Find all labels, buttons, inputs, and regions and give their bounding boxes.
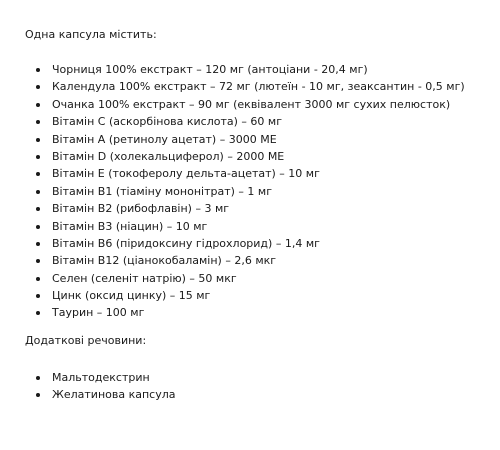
list-item: Вітамін B3 (ніацин) – 10 мг (25, 218, 495, 235)
list-item: Вітамін C (аскорбінова кислота) – 60 мг (25, 113, 495, 130)
list-item: Календула 100% екстракт – 72 мг (лютеїн - 10 мг, зеаксантин - 0,5 мг) (25, 78, 495, 95)
list-item: Таурин – 100 мг (25, 304, 495, 321)
list-item: Селен (селеніт натрію) – 50 мкг (25, 270, 495, 287)
additional-list (25, 369, 495, 404)
ingredients-heading: Одна капсула містить: (25, 28, 157, 41)
list-item: Цинк (оксид цинку) – 15 мг (25, 287, 495, 304)
list-item: Вітамін B6 (піридоксину гідрохлорид) – 1,4 мг (25, 235, 495, 252)
ingredients-list (25, 61, 495, 322)
list-item: Чорниця 100% екстракт – 120 мг (антоціани - 20,4 мг) (25, 61, 495, 78)
document-content (25, 27, 495, 404)
list-item: Вітамін D (холекальциферол) – 2000 МЕ (25, 148, 495, 165)
list-item: Вітамін A (ретинолу ацетат) – 3000 МЕ (25, 131, 495, 148)
list-item: Вітамін B12 (ціанокобаламін) – 2,6 мкг (25, 252, 495, 269)
list-item: Вітамін B2 (рибофлавін) – 3 мг (25, 200, 495, 217)
additional-heading: Додаткові речовини: (25, 333, 147, 347)
list-item: Очанка 100% екстракт – 90 мг (еквівалент 3000 мг сухих пелюсток) (25, 96, 495, 113)
list-item: Мальтодекстрин (25, 369, 495, 386)
list-item: Вітамін B1 (тіаміну мононітрат) – 1 мг (25, 183, 495, 200)
list-item: Вітамін E (токоферолу дельта-ацетат) – 10 мг (25, 165, 495, 182)
list-item: Желатинова капсула (25, 386, 495, 403)
